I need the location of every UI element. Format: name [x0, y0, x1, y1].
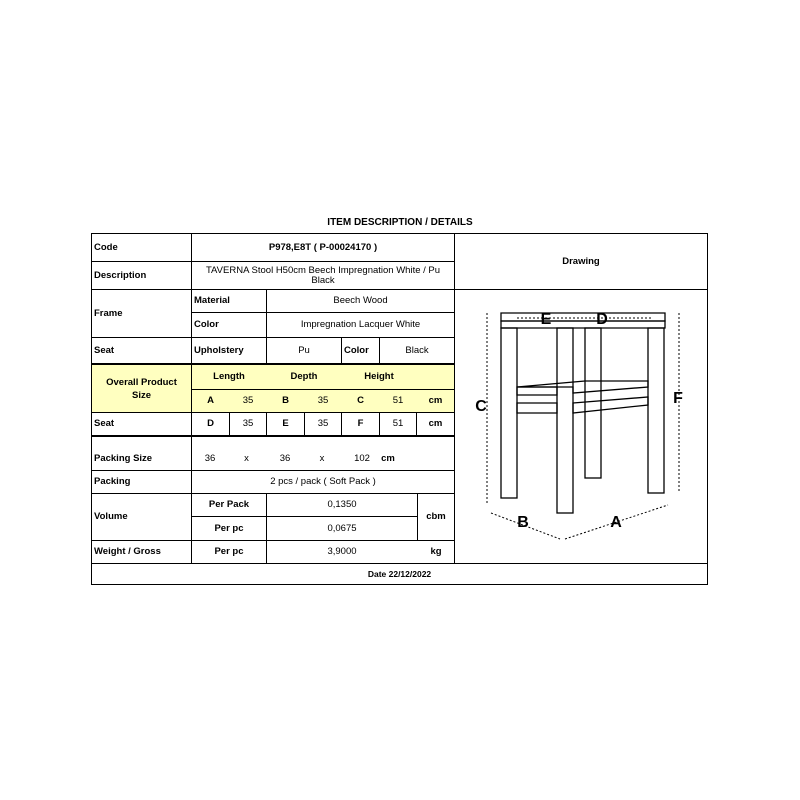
- leg-front-right: [557, 328, 573, 513]
- leg-front-left: [501, 328, 517, 498]
- packing-unit: cm: [381, 453, 395, 464]
- c-value: 51: [392, 395, 404, 406]
- packing-width: 36: [279, 453, 291, 464]
- frame-color-label: Color: [194, 319, 219, 330]
- row-divider: [92, 435, 454, 437]
- packing-x2: x: [319, 453, 325, 464]
- description-value: TAVERNA Stool H50cm Beech Impregnation White / Pu Black: [205, 264, 441, 286]
- drawing-letter-d: D: [596, 311, 608, 328]
- per-pack-value: 0,1350: [327, 499, 357, 510]
- e-value: 35: [317, 418, 329, 429]
- b-label: B: [282, 395, 289, 406]
- weight-label: Weight / Gross: [94, 546, 161, 557]
- drawing-letter-e: E: [540, 311, 552, 328]
- b-value: 35: [317, 395, 329, 406]
- drawing-letter-a: A: [610, 514, 622, 531]
- length-header: Length: [213, 371, 245, 382]
- packing-length: 36: [204, 453, 216, 464]
- per-pc-label: Per pc: [214, 522, 244, 534]
- f-label: F: [357, 418, 364, 429]
- drawing-label: Drawing: [562, 255, 600, 267]
- seat-top: [501, 313, 665, 321]
- per-pc-value: 0,0675: [327, 522, 357, 534]
- description-label: Description: [94, 269, 147, 281]
- weight-unit: kg: [430, 546, 442, 557]
- packing-value: 2 pcs / pack ( Soft Pack ): [270, 476, 376, 487]
- stool-drawing: [465, 295, 695, 540]
- upholstery-value: Pu: [298, 344, 310, 356]
- frame-color-value: Impregnation Lacquer White: [300, 319, 421, 330]
- c-label: C: [357, 395, 364, 406]
- packing-x1: x: [244, 453, 249, 464]
- seat-color-label: Color: [344, 344, 369, 356]
- overall-label: Overall Product Size: [106, 376, 177, 401]
- drawing-letter-f: F: [673, 390, 683, 407]
- seat-label: Seat: [94, 344, 115, 356]
- seat-front: [501, 321, 665, 328]
- stretcher-top: [517, 381, 648, 393]
- packing-label: Packing: [94, 476, 131, 487]
- upholstery-label: Upholstery: [194, 344, 244, 356]
- seat-size-label: Seat: [94, 418, 115, 429]
- material-label: Material: [194, 295, 230, 306]
- packing-size-label: Packing Size: [94, 453, 153, 464]
- weight-value: 3,9000: [327, 546, 357, 557]
- e-label: E: [282, 418, 289, 429]
- leg-back-right: [648, 328, 664, 493]
- stretcher-front: [517, 403, 557, 413]
- overall-unit: cm: [428, 395, 443, 406]
- date-label: Date 22/12/2022: [367, 569, 432, 579]
- leg-back-left: [585, 328, 601, 478]
- stretcher-back: [517, 387, 557, 395]
- height-header: Height: [364, 371, 394, 382]
- frame-label: Frame: [94, 307, 123, 319]
- stretcher-side: [573, 397, 648, 413]
- seat-size-unit: cm: [428, 418, 443, 429]
- d-label: D: [207, 418, 214, 429]
- per-pack-label: Per Pack: [208, 499, 250, 510]
- code-label: Code: [94, 241, 118, 253]
- a-label: A: [207, 395, 214, 406]
- material-value: Beech Wood: [333, 295, 388, 306]
- volume-label: Volume: [94, 511, 128, 522]
- code-value: P978,E8T ( P-00024170 ): [268, 241, 378, 253]
- volume-unit: cbm: [426, 511, 446, 522]
- seat-color-value: Black: [405, 344, 429, 356]
- f-value: 51: [392, 418, 404, 429]
- packing-height: 102: [354, 453, 370, 464]
- depth-header: Depth: [290, 371, 318, 382]
- drawing-letter-c: C: [475, 398, 487, 415]
- a-value: 35: [242, 395, 254, 406]
- d-value: 35: [242, 418, 254, 429]
- drawing-letter-b: B: [517, 514, 529, 531]
- weight-per-pc-label: Per pc: [214, 546, 244, 557]
- sheet-title: ITEM DESCRIPTION / DETAILS: [327, 217, 473, 228]
